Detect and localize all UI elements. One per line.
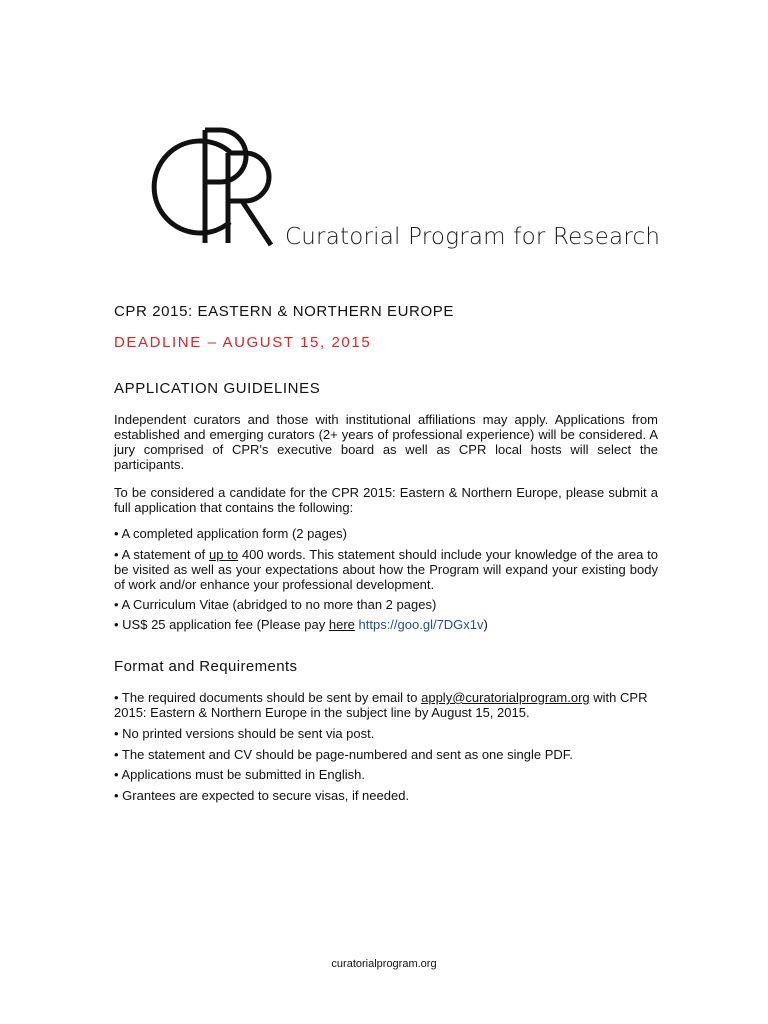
program-heading: CPR 2015: EASTERN & NORTHERN EUROPE [114,303,454,320]
format-heading: Format and Requirements [114,658,298,675]
deadline-heading: DEADLINE – AUGUST 15, 2015 [114,334,372,351]
footer-url: curatorialprogram.org [331,958,437,970]
list-item-text: • A statement of [114,547,209,562]
list-item-text: • US$ 25 application fee (Please pay [114,617,329,632]
list-item-text: ) [483,617,488,632]
guidelines-heading: APPLICATION GUIDELINES [114,380,321,397]
list-item [114,547,658,592]
email-link[interactable]: apply@curatorialprogram.org [421,690,590,705]
list-item [114,617,658,632]
list-item: • The statement and CV should be page-numbered and sent as one single PDF. [114,747,573,762]
list-item: • Applications must be submitted in English. [114,767,365,782]
list-item: • Grantees are expected to secure visas, if needed. [114,788,410,803]
list-item-text: with CPR 2015: Eastern & Northern Europe in the subject line by August 15, 2015. [114,690,648,720]
list-item-text: • The required documents should be sent by email to [114,690,422,705]
pay-here-link[interactable]: here [328,617,355,632]
list-item: • No printed versions should be sent via post. [114,726,375,741]
list-item: • A completed application form (2 pages) [114,526,347,541]
list-item [114,690,658,720]
underlined-text: up to [208,547,239,562]
candidate-paragraph: To be considered a candidate for the CPR 2015: Eastern & Northern Europe, please submit a full application that contains the following: [114,485,658,515]
payment-url-link[interactable]: https://goo.gl/7DGx1v [358,617,484,632]
list-item: • A Curriculum Vitae (abridged to no more than 2 pages) [114,597,437,612]
intro-paragraph: Independent curators and those with institutional affiliations may apply. Applications from established and emerging curators (2+ years of professional experience) will be considered. A jury comprised of CPR's executive board as well as CPR local hosts will select the participants. [114,412,658,472]
logo-name: Curatorial Program for Research [285,224,661,250]
list-item-text: 400 words. This statement should include your knowledge of the area to be visited as well as your expectations about how the Program will expand your existing body of work and/or enhance your professional development. [114,547,658,592]
